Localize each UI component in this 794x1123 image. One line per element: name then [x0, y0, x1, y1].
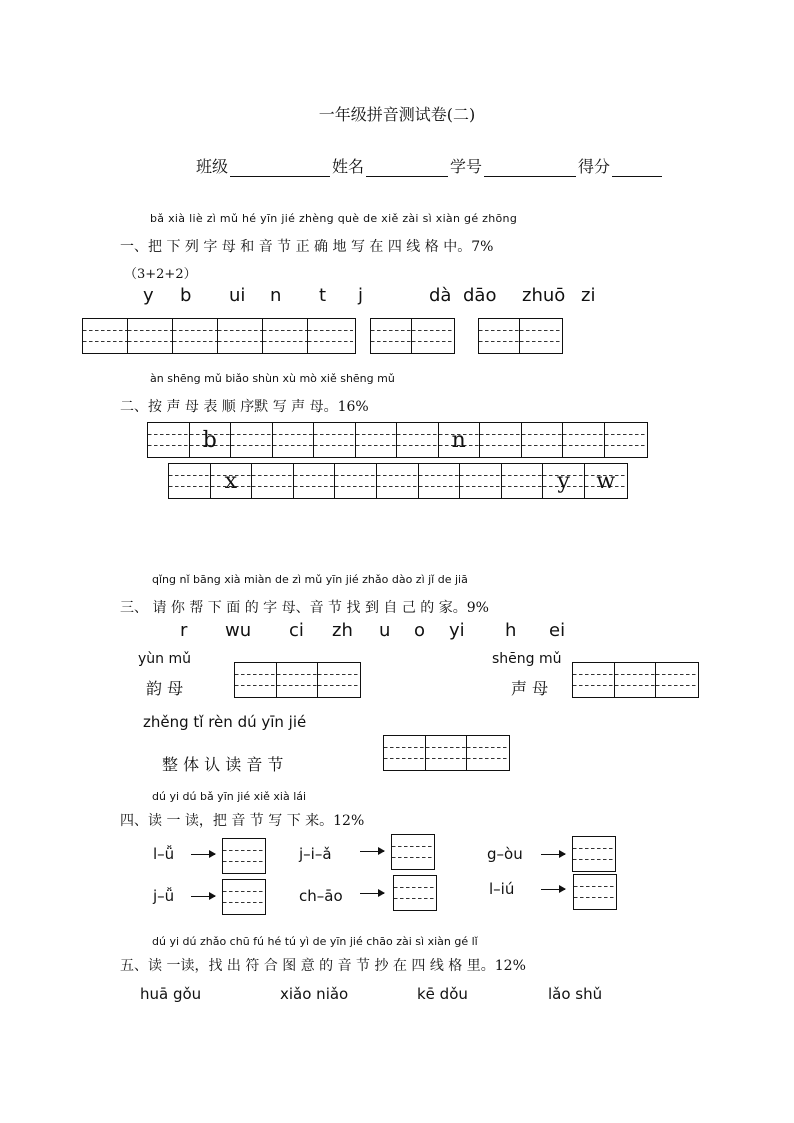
initial-n: n [439, 423, 481, 457]
s5-pinyin: dú yi dú zhǎo chū fú hé tú yì de yīn jié chāo zài sì xiàn gé lǐ [152, 935, 478, 948]
s1-question: 一、把 下 列 字 母 和 音 节 正 确 地 写 在 四 线 格 中。7% [120, 239, 494, 255]
s1-word: dāo [463, 285, 497, 306]
yunmu-label: 韵 母 [146, 679, 184, 698]
s3-item: u [379, 620, 391, 641]
s5-question: 五、读 一读，找 出 符 合 图 意 的 音 节 抄 在 四 线 格 里。12% [120, 958, 526, 974]
s1-letter: y [143, 285, 154, 306]
yunmu-pinyin: yùn mǔ [138, 651, 191, 667]
s4-answer-grid[interactable] [222, 879, 266, 915]
s1-letter: n [270, 285, 282, 306]
student-info [196, 154, 664, 177]
name-label: 姓名 [332, 157, 365, 176]
page-title: 一年级拼音测试卷(二) [318, 105, 476, 124]
s3-item: wu [225, 620, 252, 641]
initial-x: x [211, 464, 253, 498]
s5-word: xiǎo niǎo [280, 985, 349, 1003]
class-blank[interactable] [230, 158, 330, 177]
s4-item: l–iú [489, 880, 515, 898]
number-blank[interactable] [484, 158, 576, 177]
arrow-icon [360, 893, 384, 894]
s4-pinyin: dú yi dú bǎ yīn jié xiě xià lái [152, 790, 307, 803]
s1-letter: t [319, 285, 327, 306]
class-label: 班级 [196, 157, 229, 176]
arrow-icon [541, 889, 565, 890]
s1-letter: b [180, 285, 192, 306]
s1-grid-letters[interactable] [82, 318, 356, 354]
s4-item: j–i–ǎ [299, 845, 332, 863]
s3-item: ei [549, 620, 566, 641]
arrow-icon [541, 854, 565, 855]
yunmu-grid[interactable] [234, 662, 361, 698]
s4-item: g–òu [487, 845, 523, 863]
s3-item: ci [289, 620, 304, 641]
s4-item: ch–āo [299, 887, 343, 905]
s5-word: kē dǒu [417, 985, 468, 1003]
s4-question: 四、读 一 读，把 音 节 写 下 来。12% [120, 813, 365, 829]
s1-grid-word1[interactable] [370, 318, 455, 354]
s3-item: zh [332, 620, 353, 641]
s1-word: zi [581, 285, 596, 306]
s2-question: 二、按 声 母 表 顺 序默 写 声 母。16% [120, 399, 369, 415]
s2-grid-row2[interactable] [168, 463, 628, 499]
s1-word: zhuō [522, 285, 566, 306]
s1-points: （3+2+2） [124, 267, 197, 282]
s1-grid-word2[interactable] [478, 318, 563, 354]
zhengti-label: 整 体 认 读 音 节 [162, 755, 284, 774]
s4-answer-grid[interactable] [393, 875, 437, 911]
arrow-icon [360, 851, 384, 852]
score-blank[interactable] [612, 158, 662, 177]
s1-letter: j [358, 285, 364, 306]
s5-word: lǎo shǔ [548, 985, 603, 1003]
s1-letter: ui [229, 285, 246, 306]
s4-answer-grid[interactable] [391, 834, 435, 870]
initial-b: b [190, 423, 232, 457]
score-label: 得分 [578, 157, 611, 176]
s2-grid-row1[interactable] [147, 422, 648, 458]
s3-item: o [414, 620, 426, 641]
s2-pinyin: àn shēng mǔ biǎo shùn xù mò xiě shēng mǔ [150, 372, 395, 385]
zhengti-pinyin: zhěng tǐ rèn dú yīn jié [143, 713, 307, 731]
s1-word: dà [429, 285, 452, 306]
name-blank[interactable] [366, 158, 448, 177]
s4-answer-grid[interactable] [222, 838, 266, 874]
s3-pinyin: qǐng nǐ bāng xià miàn de zì mǔ yīn jié zhǎo dào zì jǐ de jiā [152, 573, 468, 586]
shengmu-label: 声 母 [511, 679, 549, 698]
number-label: 学号 [450, 157, 483, 176]
initial-y: y [543, 464, 585, 498]
shengmu-pinyin: shēng mǔ [492, 651, 562, 667]
initial-w: w [585, 464, 627, 498]
s5-word: huā gǒu [140, 985, 202, 1003]
shengmu-grid[interactable] [572, 662, 699, 698]
s1-pinyin: bǎ xià liè zì mǔ hé yīn jié zhèng què de xiě zài sì xiàn gé zhōng [150, 212, 518, 225]
s3-item: yi [449, 620, 465, 641]
s3-item: r [180, 620, 188, 641]
arrow-icon [191, 854, 215, 855]
arrow-icon [191, 896, 215, 897]
zhengti-grid[interactable] [383, 735, 510, 771]
s4-item: l–ǚ [153, 845, 175, 863]
s4-item: j–ǚ [153, 887, 175, 905]
s4-answer-grid[interactable] [573, 874, 617, 910]
s4-answer-grid[interactable] [572, 836, 616, 872]
s3-item: h [505, 620, 517, 641]
s3-question: 三、 请 你 帮 下 面 的 字 母、音 节 找 到 自 己 的 家。9% [120, 600, 489, 616]
